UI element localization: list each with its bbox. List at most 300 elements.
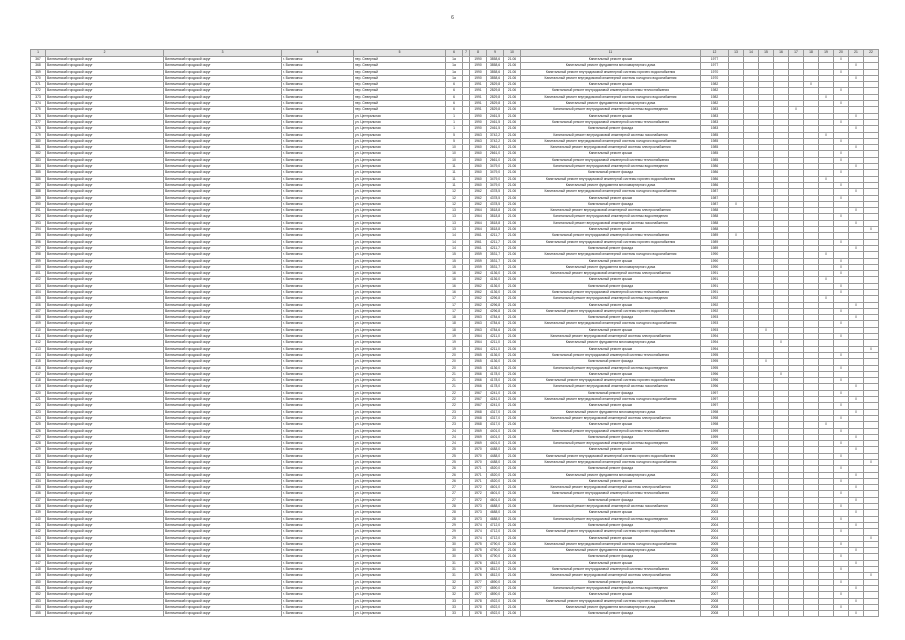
cell-mark: X bbox=[834, 271, 849, 277]
cell-code: 21.06 bbox=[504, 271, 521, 277]
cell-code: 21.06 bbox=[504, 352, 521, 358]
cell-settlement: г. Вилючинск bbox=[282, 567, 354, 573]
cell-area: 4812,0 bbox=[487, 573, 504, 579]
cell-code: 21.06 bbox=[504, 510, 521, 516]
cell-number: 386 bbox=[31, 176, 46, 182]
cell-street: ул. Центральная bbox=[354, 308, 446, 314]
cell-settlement: г. Вилючинск bbox=[282, 447, 354, 453]
cell-area: 3479,0 bbox=[487, 170, 504, 176]
cell-area: 4211,7 bbox=[487, 239, 504, 245]
cell-code: 21.06 bbox=[504, 75, 521, 81]
cell-work: Капитальный ремонт внутридомовой инженерной системы водоотведения bbox=[521, 296, 701, 302]
cell-code: 21.06 bbox=[504, 466, 521, 472]
cell-settlement: г. Вилючинск bbox=[282, 598, 354, 604]
cell-area: 4790,0 bbox=[487, 548, 504, 554]
cell-municipality-2: Вилючинский городской округ bbox=[164, 441, 282, 447]
cell-house: 5 bbox=[446, 138, 463, 144]
table-body bbox=[31, 57, 879, 617]
cell-code: 21.06 bbox=[504, 157, 521, 163]
cell-area: 4211,7 bbox=[487, 245, 504, 251]
cell-house: 25 bbox=[446, 447, 463, 453]
cell-number: 410 bbox=[31, 327, 46, 333]
cell-mark: X bbox=[849, 220, 864, 226]
cell-street: ул. Центральная bbox=[354, 359, 446, 365]
cell-municipality-2: Вилючинский городской округ bbox=[164, 504, 282, 510]
cell-street: ул. Центральная bbox=[354, 340, 446, 346]
cell-work: Капитальный ремонт фасада bbox=[521, 579, 701, 585]
cell-work: Капитальный ремонт внутридомовой инженерной системы теплоснабжения bbox=[521, 567, 701, 573]
cell-year: 1990 bbox=[470, 57, 487, 63]
cell-code: 21.06 bbox=[504, 378, 521, 384]
cell-number: 417 bbox=[31, 371, 46, 377]
cell-period: 1993 bbox=[701, 315, 729, 321]
cell-street: ул. Центральная bbox=[354, 529, 446, 535]
cell-period: 1987 bbox=[701, 189, 729, 195]
cell-mark: X bbox=[834, 214, 849, 220]
cell-municipality-2: Вилючинский городской округ bbox=[164, 340, 282, 346]
cell-period: 2006 bbox=[701, 573, 729, 579]
cell-work: Капитальный ремонт крыши bbox=[521, 227, 701, 233]
cell-year: 1964 bbox=[470, 214, 487, 220]
cell-work: Капитальный ремонт внутридомовой инженерной системы электроснабжения bbox=[521, 485, 701, 491]
cell-area: 4922,0 bbox=[487, 611, 504, 617]
cell-settlement: г. Вилючинск bbox=[282, 283, 354, 289]
cell-mark: X bbox=[849, 75, 864, 81]
cell-number: 407 bbox=[31, 308, 46, 314]
cell-municipality-2: Вилючинский городской округ bbox=[164, 611, 282, 617]
cell-period: 1992 bbox=[701, 296, 729, 302]
cell-period: 1989 bbox=[701, 233, 729, 239]
cell-number: 408 bbox=[31, 315, 46, 321]
cell-year: 1962 bbox=[470, 189, 487, 195]
cell-street: ул. Центральная bbox=[354, 283, 446, 289]
cell-house: 31 bbox=[446, 567, 463, 573]
cell-mark: X bbox=[834, 334, 849, 340]
cell-street: ул. Центральная bbox=[354, 189, 446, 195]
column-header: 22 bbox=[864, 50, 879, 57]
cell-year: 1969 bbox=[470, 428, 487, 434]
cell-code: 21.06 bbox=[504, 409, 521, 415]
cell-settlement: г. Вилючинск bbox=[282, 233, 354, 239]
cell-area: 4178,0 bbox=[487, 371, 504, 377]
cell-mark: X bbox=[834, 516, 849, 522]
cell-period: 2003 bbox=[701, 516, 729, 522]
cell-area: 3531,7 bbox=[487, 252, 504, 258]
cell-number: 424 bbox=[31, 415, 46, 421]
cell-settlement: г. Вилючинск bbox=[282, 151, 354, 157]
cell-settlement: г. Вилючинск bbox=[282, 145, 354, 151]
cell-year: 1964 bbox=[470, 346, 487, 352]
cell-year: 1961 bbox=[470, 245, 487, 251]
cell-settlement: г. Вилючинск bbox=[282, 214, 354, 220]
column-header: 13 bbox=[729, 50, 744, 57]
column-header: 2 bbox=[46, 50, 164, 57]
cell-house: 22 bbox=[446, 403, 463, 409]
cell-street: ул. Центральная bbox=[354, 466, 446, 472]
cell-street: пер. Северный bbox=[354, 57, 446, 63]
cell-year: 1963 bbox=[470, 321, 487, 327]
cell-period: 1987 bbox=[701, 195, 729, 201]
cell-street: ул. Центральная bbox=[354, 522, 446, 528]
cell-house: 25 bbox=[446, 460, 463, 466]
cell-municipality-2: Вилючинский городской округ bbox=[164, 604, 282, 610]
cell-municipality: Вилючинский городской округ bbox=[46, 334, 164, 340]
cell-municipality: Вилючинский городской округ bbox=[46, 258, 164, 264]
cell-mark: X bbox=[819, 132, 834, 138]
cell-mark: X bbox=[834, 453, 849, 459]
cell-house: 18 bbox=[446, 321, 463, 327]
cell-municipality: Вилючинский городской округ bbox=[46, 346, 164, 352]
cell-settlement: г. Вилючинск bbox=[282, 321, 354, 327]
cell-period: 2007 bbox=[701, 585, 729, 591]
cell-year: 1960 bbox=[470, 157, 487, 163]
cell-number: 447 bbox=[31, 560, 46, 566]
cell-municipality-2: Вилючинский городской округ bbox=[164, 384, 282, 390]
cell-code: 21.06 bbox=[504, 592, 521, 598]
cell-municipality: Вилючинский городской округ bbox=[46, 554, 164, 560]
cell-settlement: г. Вилючинск bbox=[282, 101, 354, 107]
cell-municipality: Вилючинский городской округ bbox=[46, 529, 164, 535]
cell-year: 1990 bbox=[470, 63, 487, 69]
cell-settlement: г. Вилючинск bbox=[282, 340, 354, 346]
cell-street: ул. Центральная bbox=[354, 126, 446, 132]
cell-work: Капитальный ремонт внутридомовой инженерной системы водоотведения bbox=[521, 365, 701, 371]
cell-year: 1978 bbox=[470, 611, 487, 617]
cell-area: 4241,0 bbox=[487, 403, 504, 409]
cell-house: 33 bbox=[446, 604, 463, 610]
cell-municipality: Вилючинский городской округ bbox=[46, 453, 164, 459]
cell-street: ул. Центральная bbox=[354, 453, 446, 459]
cell-municipality-2: Вилючинский городской округ bbox=[164, 453, 282, 459]
cell-period: 2001 bbox=[701, 472, 729, 478]
cell-street: пер. Северный bbox=[354, 94, 446, 100]
cell-number: 428 bbox=[31, 441, 46, 447]
cell-work: Капитальный ремонт внутридомовой инженерной системы водоотведения bbox=[521, 107, 701, 113]
cell-municipality: Вилючинский городской округ bbox=[46, 510, 164, 516]
cell-period: 2001 bbox=[701, 478, 729, 484]
cell-settlement: г. Вилючинск bbox=[282, 415, 354, 421]
cell-house: 13 bbox=[446, 227, 463, 233]
cell-year: 1968 bbox=[470, 409, 487, 415]
cell-house: 25 bbox=[446, 453, 463, 459]
cell-municipality-2: Вилючинский городской округ bbox=[164, 466, 282, 472]
cell-municipality-2: Вилючинский городской округ bbox=[164, 460, 282, 466]
cell-settlement: г. Вилючинск bbox=[282, 176, 354, 182]
cell-area: 4136,0 bbox=[487, 289, 504, 295]
cell-mark: X bbox=[834, 119, 849, 125]
cell-house: 11 bbox=[446, 176, 463, 182]
cell-work: Капитальный ремонт внутридомовой инженерной системы теплоснабжения bbox=[521, 352, 701, 358]
cell-period: 2005 bbox=[701, 554, 729, 560]
cell-street: ул. Центральная bbox=[354, 327, 446, 333]
cell-year: 1991 bbox=[470, 101, 487, 107]
cell-code: 21.06 bbox=[504, 415, 521, 421]
cell-street: ул. Центральная bbox=[354, 271, 446, 277]
cell-number: 389 bbox=[31, 195, 46, 201]
cell-number: 431 bbox=[31, 460, 46, 466]
cell-street: ул. Центральная bbox=[354, 321, 446, 327]
cell-year: 1976 bbox=[470, 567, 487, 573]
cell-code: 21.06 bbox=[504, 63, 521, 69]
cell-street: ул. Центральная bbox=[354, 554, 446, 560]
table-row bbox=[31, 611, 879, 617]
cell-period: 1993 bbox=[701, 327, 729, 333]
cell-house: 27 bbox=[446, 491, 463, 497]
cell-house: 12 bbox=[446, 189, 463, 195]
cell-settlement: г. Вилючинск bbox=[282, 466, 354, 472]
cell-code: 21.06 bbox=[504, 69, 521, 75]
cell-number: 380 bbox=[31, 138, 46, 144]
cell-period: 2002 bbox=[701, 485, 729, 491]
cell-code: 21.06 bbox=[504, 346, 521, 352]
cell-settlement: г. Вилючинск bbox=[282, 220, 354, 226]
cell-municipality-2: Вилючинский городской округ bbox=[164, 69, 282, 75]
cell-work: Капитальный ремонт крыши bbox=[521, 327, 701, 333]
cell-municipality: Вилючинский городской округ bbox=[46, 220, 164, 226]
cell-work: Капитальный ремонт крыши bbox=[521, 277, 701, 283]
cell-area: 4178,0 bbox=[487, 378, 504, 384]
cell-number: 452 bbox=[31, 592, 46, 598]
cell-municipality: Вилючинский городской округ bbox=[46, 478, 164, 484]
cell-period: 1987 bbox=[701, 201, 729, 207]
cell-year: 1961 bbox=[470, 239, 487, 245]
cell-area: 3531,7 bbox=[487, 258, 504, 264]
cell-settlement: г. Вилючинск bbox=[282, 573, 354, 579]
cell-year: 1960 bbox=[470, 145, 487, 151]
cell-year: 1964 bbox=[470, 334, 487, 340]
cell-number: 434 bbox=[31, 478, 46, 484]
cell-year: 1959 bbox=[470, 264, 487, 270]
cell-work: Капитальный ремонт фасада bbox=[521, 359, 701, 365]
cell-municipality-2: Вилючинский городской округ bbox=[164, 516, 282, 522]
cell-mark: X bbox=[834, 195, 849, 201]
cell-mark: X bbox=[849, 560, 864, 566]
cell-work: Капитальный ремонт внутридомовой инженерной системы горячего водоснабжения bbox=[521, 598, 701, 604]
cell-number: 415 bbox=[31, 359, 46, 365]
cell-house: 11 bbox=[446, 182, 463, 188]
cell-code: 21.06 bbox=[504, 560, 521, 566]
cell-number: 414 bbox=[31, 352, 46, 358]
cell-street: ул. Центральная bbox=[354, 598, 446, 604]
cell-number: 446 bbox=[31, 554, 46, 560]
cell-number: 367 bbox=[31, 57, 46, 63]
cell-settlement: г. Вилючинск bbox=[282, 57, 354, 63]
cell-work: Капитальный ремонт крыши bbox=[521, 422, 701, 428]
cell-mark: X bbox=[834, 428, 849, 434]
cell-period: 1991 bbox=[701, 283, 729, 289]
cell-number: 422 bbox=[31, 403, 46, 409]
cell-house: 6 bbox=[446, 94, 463, 100]
cell-number: 375 bbox=[31, 107, 46, 113]
cell-settlement: г. Вилючинск bbox=[282, 208, 354, 214]
cell-settlement: г. Вилючинск bbox=[282, 201, 354, 207]
cell-area: 3742,2 bbox=[487, 138, 504, 144]
cell-municipality-2: Вилючинский городской округ bbox=[164, 132, 282, 138]
cell-mark: X bbox=[834, 415, 849, 421]
cell-period: 1996 bbox=[701, 378, 729, 384]
cell-year: 1972 bbox=[470, 491, 487, 497]
cell-municipality: Вилючинский городской округ bbox=[46, 145, 164, 151]
cell-year: 1973 bbox=[470, 510, 487, 516]
cell-period: 1988 bbox=[701, 220, 729, 226]
cell-street: ул. Центральная bbox=[354, 560, 446, 566]
cell-mark: X bbox=[849, 397, 864, 403]
cell-number: 371 bbox=[31, 82, 46, 88]
cell-municipality-2: Вилючинский городской округ bbox=[164, 271, 282, 277]
cell-municipality-2: Вилючинский городской округ bbox=[164, 138, 282, 144]
cell-period: 1982 bbox=[701, 101, 729, 107]
cell-code: 21.06 bbox=[504, 107, 521, 113]
cell-year: 1967 bbox=[470, 390, 487, 396]
cell-work: Капитальный ремонт фасада bbox=[521, 315, 701, 321]
cell-period: 1986 bbox=[701, 176, 729, 182]
cell-year: 1971 bbox=[470, 466, 487, 472]
cell-mark: X bbox=[864, 346, 879, 352]
cell-code: 21.06 bbox=[504, 245, 521, 251]
cell-year: 1990 bbox=[470, 113, 487, 119]
cell-code: 21.06 bbox=[504, 138, 521, 144]
cell-work: Капитальный ремонт внутридомовой инженерной системы электроснабжения bbox=[521, 573, 701, 579]
cell-work: Капитальный ремонт внутридомовой инженерной системы горячего водоснабжения bbox=[521, 453, 701, 459]
cell-year: 1959 bbox=[470, 258, 487, 264]
cell-municipality: Вилючинский городской округ bbox=[46, 264, 164, 270]
cell-municipality: Вилючинский городской округ bbox=[46, 277, 164, 283]
cell-code: 21.06 bbox=[504, 453, 521, 459]
cell-code: 21.06 bbox=[504, 478, 521, 484]
cell-code: 21.06 bbox=[504, 94, 521, 100]
cell-municipality: Вилючинский городской округ bbox=[46, 170, 164, 176]
cell-number: 382 bbox=[31, 151, 46, 157]
cell-municipality-2: Вилючинский городской округ bbox=[164, 170, 282, 176]
cell-code: 21.06 bbox=[504, 403, 521, 409]
cell-number: 430 bbox=[31, 453, 46, 459]
cell-period: 1990 bbox=[701, 264, 729, 270]
cell-settlement: г. Вилючинск bbox=[282, 611, 354, 617]
cell-mark: X bbox=[849, 384, 864, 390]
cell-mark: X bbox=[834, 289, 849, 295]
cell-period: 2001 bbox=[701, 466, 729, 472]
cell-settlement: г. Вилючинск bbox=[282, 384, 354, 390]
cell-municipality: Вилючинский городской округ bbox=[46, 245, 164, 251]
cell-street: ул. Центральная bbox=[354, 182, 446, 188]
cell-number: 397 bbox=[31, 245, 46, 251]
cell-period: 1993 bbox=[701, 321, 729, 327]
cell-period: 1988 bbox=[701, 227, 729, 233]
cell-settlement: г. Вилючинск bbox=[282, 472, 354, 478]
cell-area: 4136,0 bbox=[487, 277, 504, 283]
cell-code: 21.06 bbox=[504, 598, 521, 604]
cell-code: 21.06 bbox=[504, 315, 521, 321]
cell-number: 403 bbox=[31, 283, 46, 289]
cell-municipality: Вилючинский городской округ bbox=[46, 485, 164, 491]
cell-municipality-2: Вилючинский городской округ bbox=[164, 371, 282, 377]
cell-mark: X bbox=[759, 327, 774, 333]
cell-municipality-2: Вилючинский городской округ bbox=[164, 195, 282, 201]
cell-number: 395 bbox=[31, 233, 46, 239]
cell-code: 21.06 bbox=[504, 434, 521, 440]
cell-house: 1 bbox=[446, 126, 463, 132]
cell-work: Капитальный ремонт фасада bbox=[521, 466, 701, 472]
cell-number: 370 bbox=[31, 75, 46, 81]
cell-mark: X bbox=[849, 598, 864, 604]
cell-house: 1 bbox=[446, 119, 463, 125]
cell-year: 1975 bbox=[470, 548, 487, 554]
cell-area: 3818,8 bbox=[487, 208, 504, 214]
cell-street: пер. Северный bbox=[354, 75, 446, 81]
cell-municipality: Вилючинский городской округ bbox=[46, 560, 164, 566]
cell-municipality-2: Вилючинский городской округ bbox=[164, 409, 282, 415]
cell-year: 1991 bbox=[470, 88, 487, 94]
cell-house: 20 bbox=[446, 352, 463, 358]
cell-period: 2007 bbox=[701, 592, 729, 598]
cell-municipality: Вилючинский городской округ bbox=[46, 611, 164, 617]
cell-settlement: г. Вилючинск bbox=[282, 170, 354, 176]
cell-year: 1975 bbox=[470, 554, 487, 560]
cell-work: Капитальный ремонт внутридомовой инженерной системы холодного водоснабжения bbox=[521, 541, 701, 547]
cell-mark bbox=[729, 611, 744, 617]
cell-work: Капитальный ремонт внутридомовой инженерной системы холодного водоснабжения bbox=[521, 138, 701, 144]
cell-municipality: Вилючинский городской округ bbox=[46, 302, 164, 308]
cell-work: Капитальный ремонт фасада bbox=[521, 611, 701, 617]
cell-area: 4784,6 bbox=[487, 315, 504, 321]
cell-number: 377 bbox=[31, 119, 46, 125]
cell-year: 1978 bbox=[470, 604, 487, 610]
cell-area: 4378,5 bbox=[487, 189, 504, 195]
cell-period: 1998 bbox=[701, 409, 729, 415]
cell-mark: X bbox=[804, 82, 819, 88]
cell-settlement: г. Вилючинск bbox=[282, 529, 354, 535]
cell-number: 391 bbox=[31, 208, 46, 214]
cell-municipality-2: Вилючинский городской округ bbox=[164, 88, 282, 94]
cell-number: 418 bbox=[31, 378, 46, 384]
cell-number: 387 bbox=[31, 182, 46, 188]
cell-municipality-2: Вилючинский городской округ bbox=[164, 397, 282, 403]
cell-municipality: Вилючинский городской округ bbox=[46, 189, 164, 195]
cell-municipality-2: Вилючинский городской округ bbox=[164, 277, 282, 283]
cell-year: 1970 bbox=[470, 453, 487, 459]
cell-house: 22 bbox=[446, 397, 463, 403]
cell-house: 6 bbox=[446, 107, 463, 113]
cell-year: 1975 bbox=[470, 541, 487, 547]
cell-work: Капитальный ремонт фасада bbox=[521, 201, 701, 207]
cell-work: Капитальный ремонт фундамента многоквартирного дома bbox=[521, 340, 701, 346]
cell-house: 23 bbox=[446, 422, 463, 428]
cell-municipality: Вилючинский городской округ bbox=[46, 522, 164, 528]
cell-municipality-2: Вилючинский городской округ bbox=[164, 107, 282, 113]
cell-work: Капитальный ремонт внутридомовой инженерной системы горячего водоснабжения bbox=[521, 378, 701, 384]
cell-municipality: Вилючинский городской округ bbox=[46, 182, 164, 188]
cell-area: 4401,0 bbox=[487, 441, 504, 447]
column-header: 17 bbox=[789, 50, 804, 57]
cell-year: 1977 bbox=[470, 579, 487, 585]
cell-street: ул. Центральная bbox=[354, 485, 446, 491]
cell-street: ул. Центральная bbox=[354, 277, 446, 283]
cell-work: Капитальный ремонт крыши bbox=[521, 258, 701, 264]
cell-period: 1985 bbox=[701, 151, 729, 157]
cell-mark: X bbox=[834, 567, 849, 573]
cell-mark: X bbox=[834, 321, 849, 327]
cell-work: Капитальный ремонт крыши bbox=[521, 57, 701, 63]
cell-house: 23 bbox=[446, 415, 463, 421]
cell-number: 402 bbox=[31, 277, 46, 283]
cell-house: 11 bbox=[446, 164, 463, 170]
cell-period: 1983 bbox=[701, 113, 729, 119]
cell-street: ул. Центральная bbox=[354, 296, 446, 302]
cell-mark: X bbox=[849, 548, 864, 554]
cell-house: 14 bbox=[446, 233, 463, 239]
cell-municipality: Вилючинский городской округ bbox=[46, 176, 164, 182]
column-header: 5 bbox=[354, 50, 446, 57]
